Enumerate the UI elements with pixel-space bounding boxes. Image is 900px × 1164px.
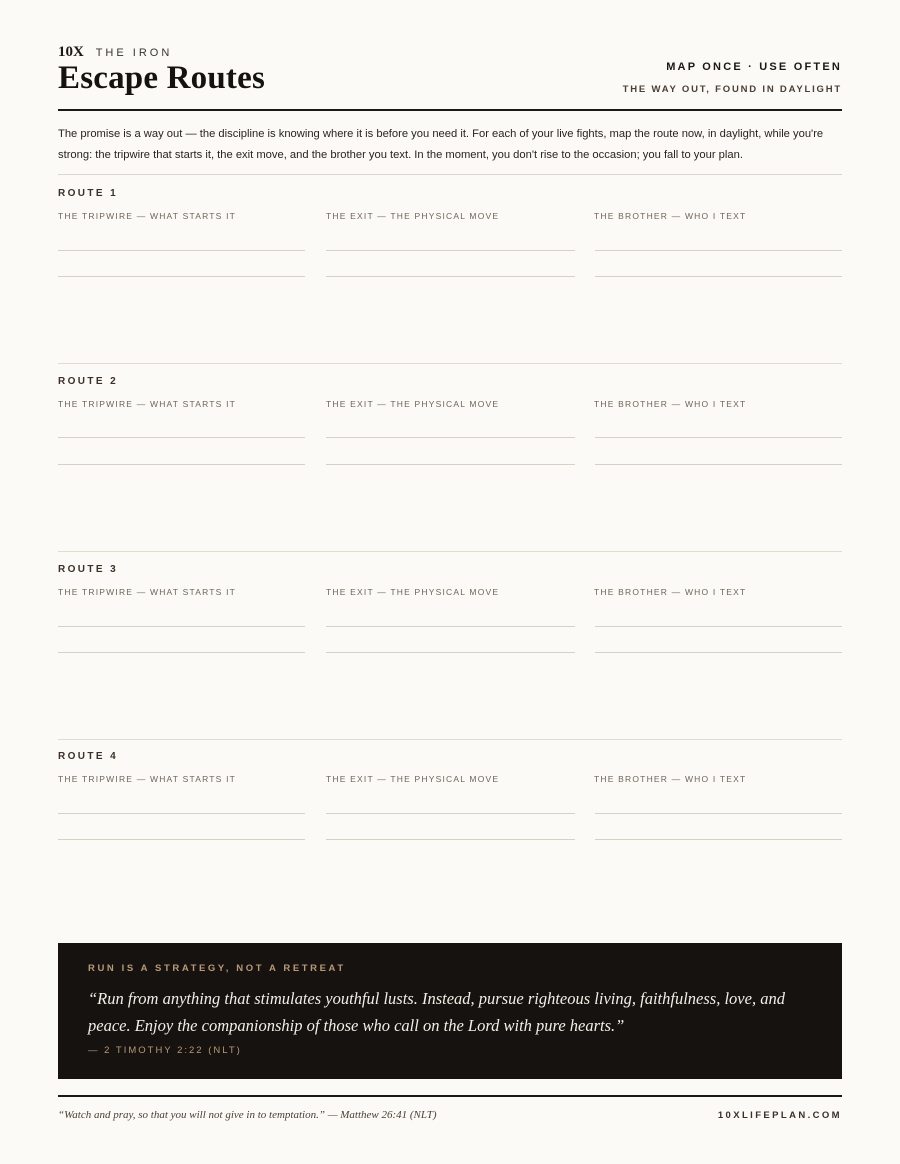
- tripwire-write-line[interactable]: [58, 250, 305, 251]
- brother-write-line[interactable]: [595, 250, 842, 251]
- brother-label: THE BROTHER — WHO I TEXT: [594, 399, 747, 409]
- route-title: ROUTE 4: [58, 751, 119, 762]
- brother-write-line[interactable]: [595, 839, 842, 840]
- brother-column: [594, 774, 746, 784]
- brother-label: THE BROTHER — WHO I TEXT: [594, 774, 747, 784]
- header-divider: [58, 109, 842, 111]
- exit-column: [326, 211, 499, 221]
- page-title: Escape Routes: [58, 60, 266, 96]
- tripwire-write-line[interactable]: [58, 276, 305, 277]
- exit-label: THE EXIT — THE PHYSICAL MOVE: [326, 399, 500, 409]
- tripwire-label: THE TRIPWIRE — WHAT STARTS IT: [58, 587, 237, 597]
- intro-paragraph: The promise is a way out — the discipline is knowing where it is before you need it. For each of your live fights, map the route now, in daylight, while you're strong: the tripwire that starts it, the exit move, and the brother you text. In the moment, you don't rise to the occasion; you fall to your plan.: [58, 128, 824, 161]
- exit-label: THE EXIT — THE PHYSICAL MOVE: [326, 587, 500, 597]
- subtagline: THE WAY OUT, FOUND IN DAYLIGHT: [622, 84, 842, 95]
- exit-write-line[interactable]: [326, 464, 575, 465]
- tagline: MAP ONCE · USE OFTEN: [666, 61, 842, 73]
- tripwire-column: [58, 211, 236, 221]
- exit-write-line[interactable]: [326, 652, 575, 653]
- route-title: ROUTE 3: [58, 564, 119, 575]
- exit-column: [326, 399, 499, 409]
- route-divider: [58, 551, 842, 552]
- tripwire-column: [58, 399, 236, 409]
- brother-write-line[interactable]: [595, 276, 842, 277]
- tripwire-write-line[interactable]: [58, 652, 305, 653]
- brother-write-line[interactable]: [595, 652, 842, 653]
- tripwire-write-line[interactable]: [58, 839, 305, 840]
- exit-column: [326, 587, 499, 597]
- brother-write-line[interactable]: [595, 464, 842, 465]
- exit-write-line[interactable]: [326, 813, 575, 814]
- tripwire-write-line[interactable]: [58, 813, 305, 814]
- brand-mark: 10X: [58, 44, 84, 60]
- brother-column: [594, 587, 746, 597]
- exit-write-line[interactable]: [326, 276, 575, 277]
- brand-text: THE IRON: [95, 47, 173, 59]
- brother-write-line[interactable]: [595, 813, 842, 814]
- brother-column: [594, 211, 746, 221]
- brother-column: [594, 399, 746, 409]
- tripwire-column: [58, 774, 236, 784]
- brother-label: THE BROTHER — WHO I TEXT: [594, 587, 747, 597]
- route-title: ROUTE 2: [58, 376, 119, 387]
- footer-website[interactable]: 10XLIFEPLAN.COM: [717, 1110, 842, 1121]
- verse-reference: — 2 TIMOTHY 2:22 (NLT): [88, 1045, 242, 1056]
- tripwire-column: [58, 587, 236, 597]
- brother-write-line[interactable]: [595, 437, 842, 438]
- tripwire-label: THE TRIPWIRE — WHAT STARTS IT: [58, 399, 237, 409]
- verse-callout: [58, 943, 842, 1079]
- brand: [58, 44, 172, 61]
- tripwire-write-line[interactable]: [58, 464, 305, 465]
- tripwire-label: THE TRIPWIRE — WHAT STARTS IT: [58, 774, 237, 784]
- exit-column: [326, 774, 499, 784]
- footer-divider: [58, 1095, 842, 1097]
- route-title: ROUTE 1: [58, 188, 119, 199]
- route-divider: [58, 363, 842, 364]
- footer-quote: “Watch and pray, so that you will not give in to temptation.” — Matthew 26:41 (NLT): [58, 1109, 437, 1121]
- exit-label: THE EXIT — THE PHYSICAL MOVE: [326, 211, 500, 221]
- exit-write-line[interactable]: [326, 437, 575, 438]
- brother-write-line[interactable]: [595, 626, 842, 627]
- verse-text: “Run from anything that stimulates youthful lusts. Instead, pursue righteous living, faithfulness, love, and peace. Enjoy the companionship of those who call on the Lord with pure hearts.”: [88, 989, 785, 1035]
- brother-label: THE BROTHER — WHO I TEXT: [594, 211, 747, 221]
- exit-write-line[interactable]: [326, 839, 575, 840]
- route-divider: [58, 739, 842, 740]
- verse-kicker: RUN IS A STRATEGY, NOT A RETREAT: [88, 963, 346, 974]
- exit-label: THE EXIT — THE PHYSICAL MOVE: [326, 774, 500, 784]
- intro-divider: [58, 174, 842, 175]
- tripwire-write-line[interactable]: [58, 437, 305, 438]
- tripwire-label: THE TRIPWIRE — WHAT STARTS IT: [58, 211, 237, 221]
- tripwire-write-line[interactable]: [58, 626, 305, 627]
- exit-write-line[interactable]: [326, 250, 575, 251]
- exit-write-line[interactable]: [326, 626, 575, 627]
